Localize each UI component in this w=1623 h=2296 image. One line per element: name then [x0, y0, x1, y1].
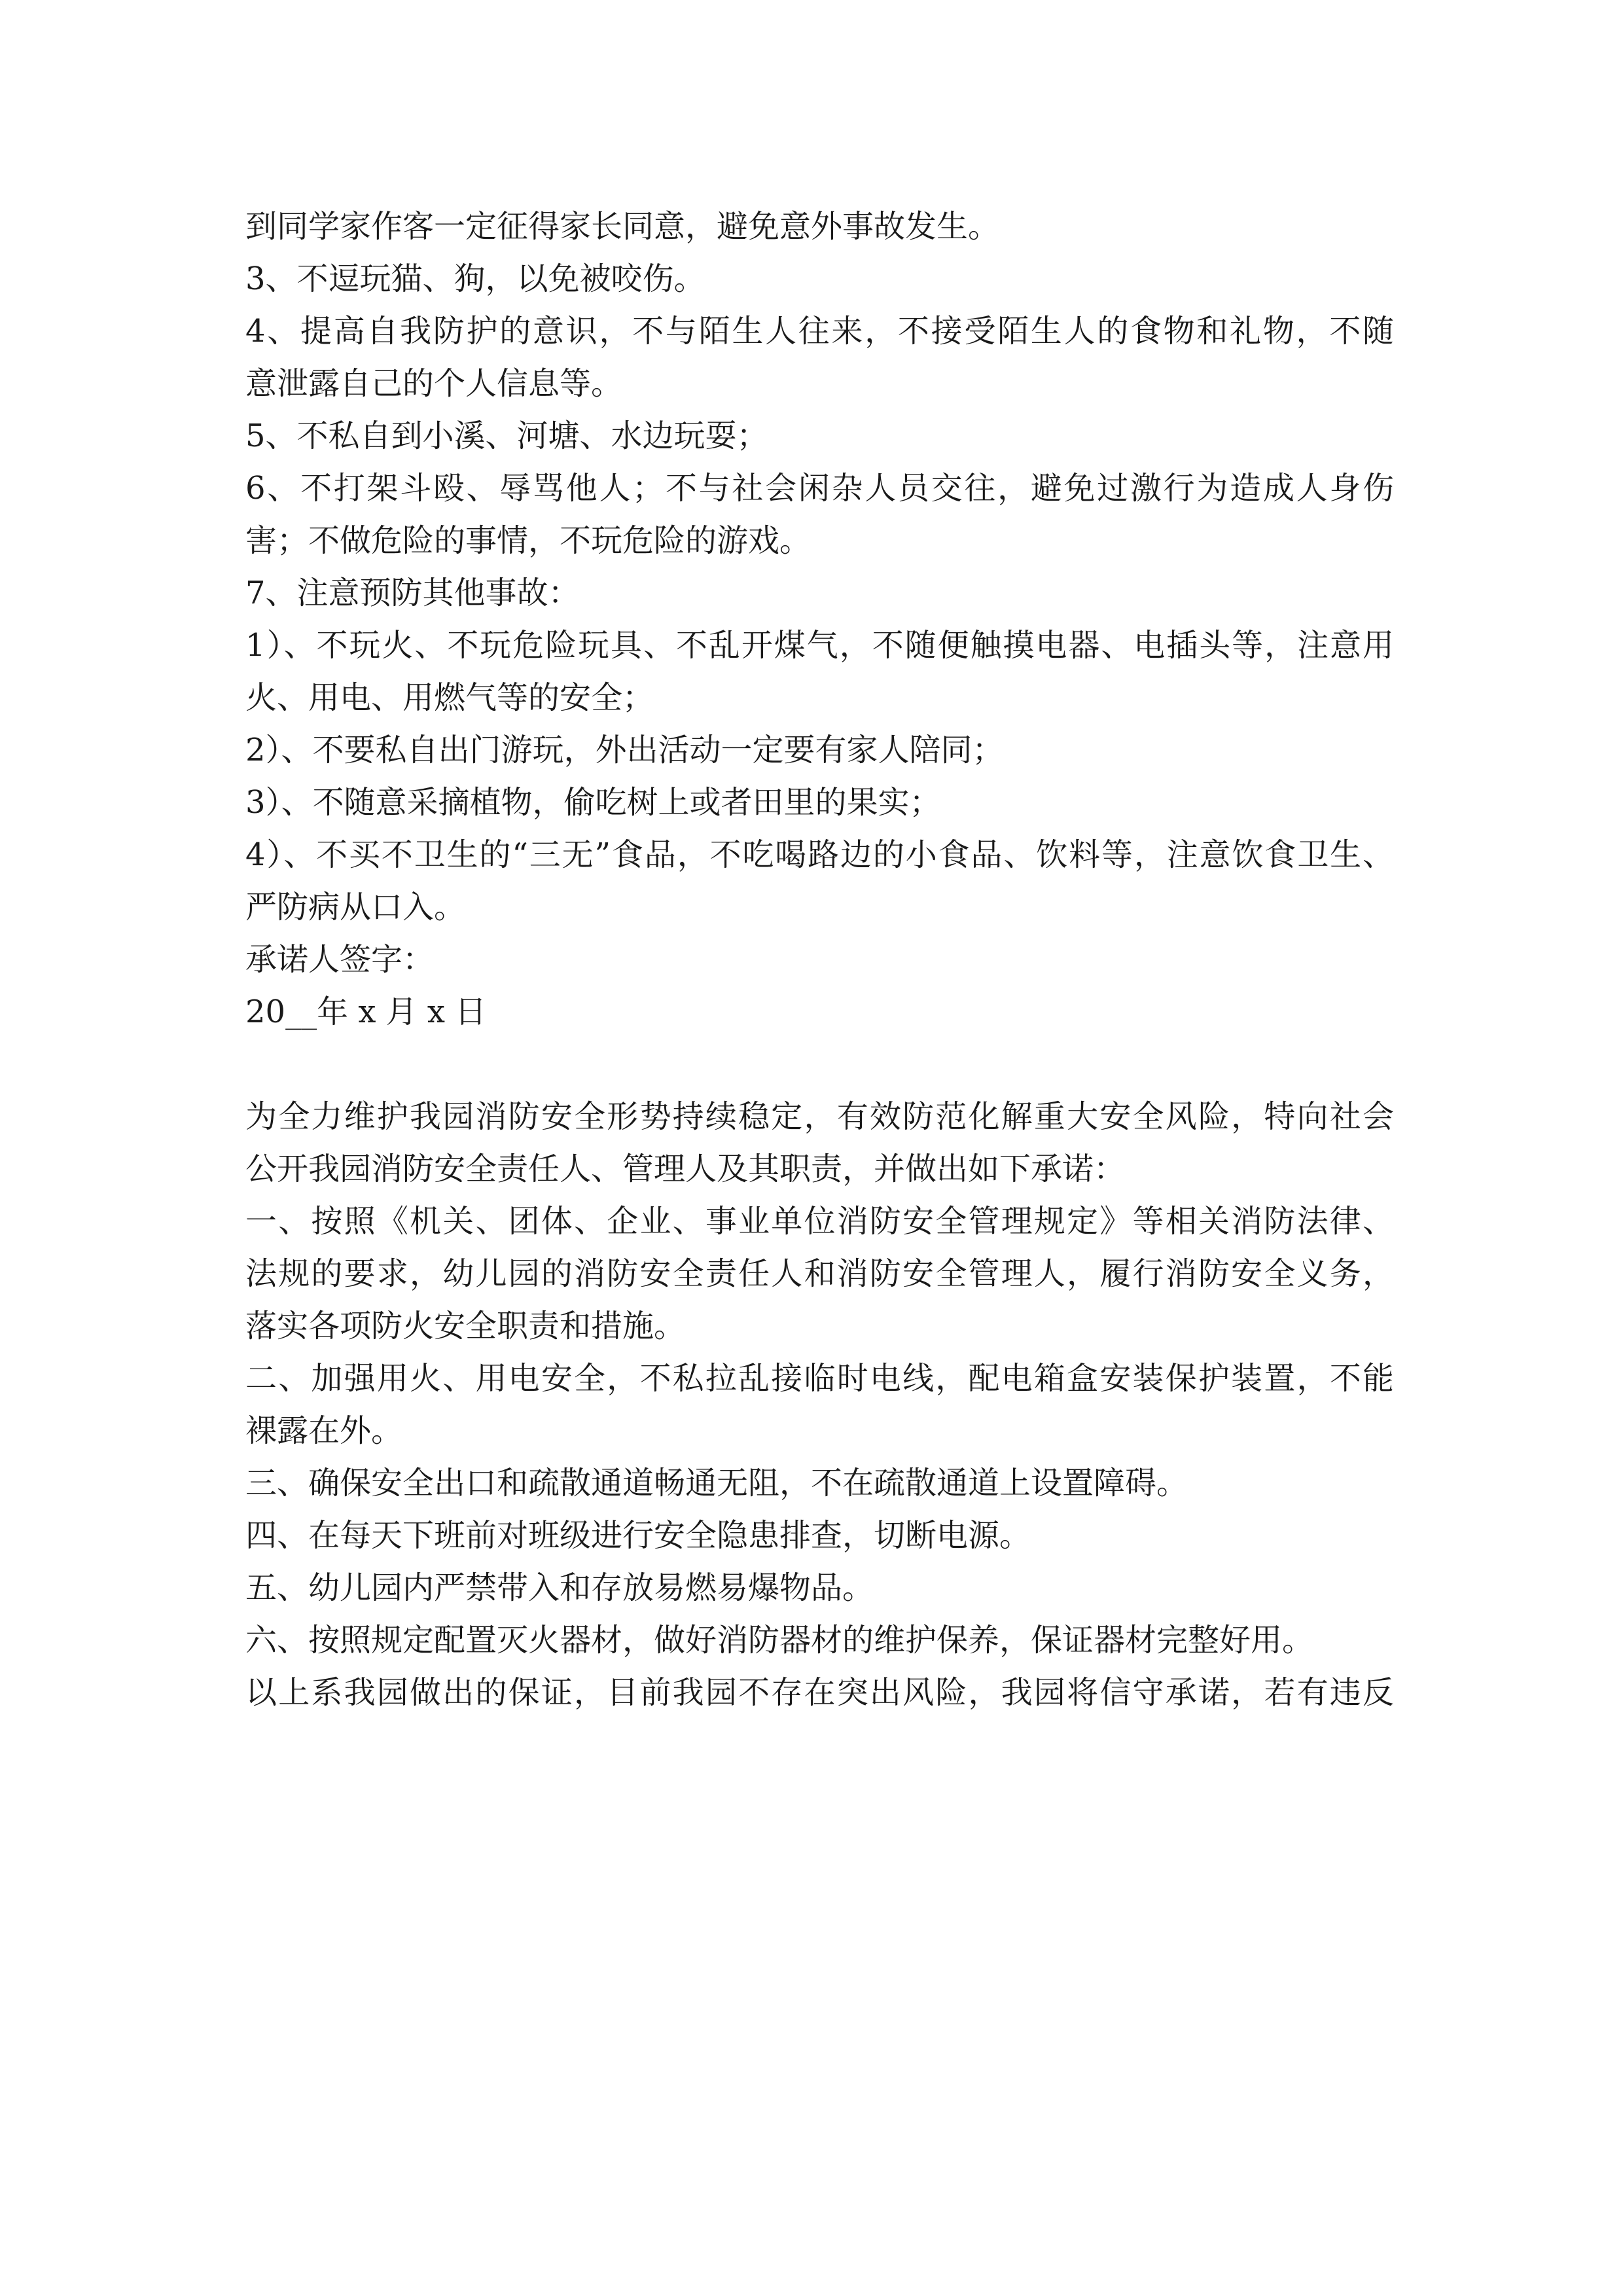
- text-line: 严防病从口入。: [245, 889, 466, 925]
- text-line: 一、按照《机关、团体、企业、事业单位消防安全管理规定》等相关消防法律、: [245, 1203, 1394, 1240]
- text-line: 以上系我园做出的保证，目前我园不存在突出风险，我园将信守承诺，若有违反: [245, 1674, 1394, 1711]
- text-line: 6、不打架斗殴、辱骂他人；不与社会闲杂人员交往，避免过激行为造成人身伤: [245, 470, 1394, 507]
- text-line: 到同学家作客一定征得家长同意，避免意外事故发生。: [245, 208, 1000, 245]
- date-line: 20__年 x 月 x 日: [245, 994, 487, 1030]
- text-line: 六、按照规定配置灭火器材，做好消防器材的维护保养，保证器材完整好用。: [245, 1622, 1314, 1659]
- text-line: 法规的要求，幼儿园的消防安全责任人和消防安全管理人，履行消防安全义务，: [245, 1255, 1394, 1292]
- text-line: 7、注意预防其他事故：: [245, 575, 580, 611]
- text-line: 四、在每天下班前对班级进行安全隐患排查，切断电源。: [245, 1517, 1031, 1554]
- text-line: 5、不私自到小溪、河塘、水边玩耍；: [245, 418, 768, 454]
- text-line: 为全力维护我园消防安全形势持续稳定，有效防范化解重大安全风险，特向社会: [245, 1098, 1394, 1135]
- text-line: 3、不逗玩猫、狗，以免被咬伤。: [245, 260, 705, 297]
- text-line: 1）、不玩火、不玩危险玩具、不乱开煤气，不随便触摸电器、电插头等，注意用: [245, 627, 1394, 664]
- text-line: 公开我园消防安全责任人、管理人及其职责，并做出如下承诺：: [245, 1151, 1126, 1187]
- text-line: 火、用电、用燃气等的安全；: [245, 679, 654, 716]
- text-line: 落实各项防火安全职责和措施。: [245, 1308, 686, 1344]
- signature-label: 承诺人签字：: [245, 941, 435, 978]
- section-gap: [245, 1038, 1394, 1090]
- text-line: 4）、不买不卫生的“三无”食品，不吃喝路边的小食品、饮料等，注意饮食卫生、: [245, 836, 1394, 873]
- text-line: 二、加强用火、用电安全，不私拉乱接临时电线，配电箱盒安装保护装置，不能: [245, 1360, 1394, 1397]
- text-line: 4、提高自我防护的意识，不与陌生人往来，不接受陌生人的食物和礼物，不随: [245, 313, 1394, 350]
- text-line: 3）、不随意采摘植物，偷吃树上或者田里的果实；: [245, 784, 941, 821]
- text-line: 意泄露自己的个人信息等。: [245, 365, 623, 402]
- text-line: 裸露在外。: [245, 1412, 403, 1449]
- text-line: 2）、不要私自出门游玩，外出活动一定要有家人陪同；: [245, 732, 1004, 768]
- text-line: 五、幼儿园内严禁带入和存放易燃易爆物品。: [245, 1570, 874, 1606]
- document-body: [245, 200, 1394, 1719]
- text-line: 三、确保安全出口和疏散通道畅通无阻，不在疏散通道上设置障碍。: [245, 1465, 1188, 1501]
- text-line: 害；不做危险的事情，不玩危险的游戏。: [245, 522, 812, 559]
